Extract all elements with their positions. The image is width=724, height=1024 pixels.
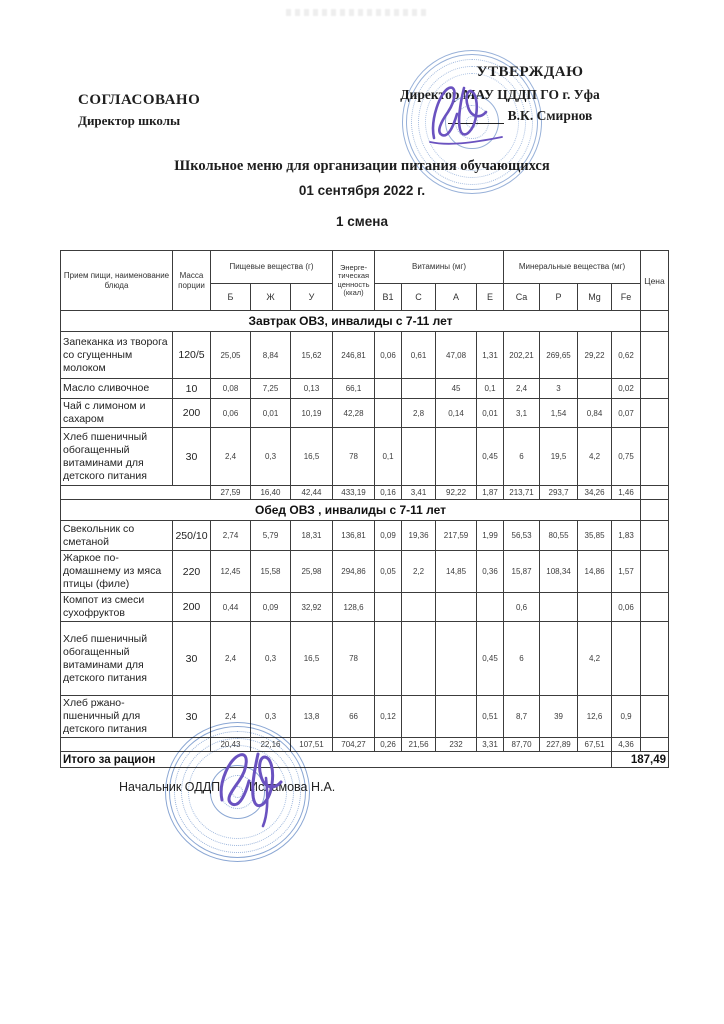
portion-mass: 200	[173, 399, 211, 428]
nutrient-value: 0,08	[211, 379, 251, 399]
col-price: Цена	[641, 251, 669, 311]
totals-value: 704,27	[333, 738, 375, 752]
nutrient-value: 2,4	[504, 379, 540, 399]
nutrient-value: 2,74	[211, 521, 251, 551]
dish-row	[61, 379, 669, 399]
portion-mass: 200	[173, 593, 211, 622]
price-cell	[641, 551, 669, 593]
nutrient-value	[540, 593, 578, 622]
nutrient-value: 78	[333, 622, 375, 696]
nutrient-value	[375, 593, 402, 622]
dish-name: Запеканка из творога со сгущенным молоком	[61, 332, 173, 379]
nutrient-value: 0,62	[612, 332, 641, 379]
grand-total-row	[61, 752, 669, 768]
grand-total-value: 187,49	[612, 752, 669, 768]
nutrient-value	[436, 428, 477, 486]
nutrient-value: 66	[333, 696, 375, 738]
grand-total-label: Итого за рацион	[61, 752, 612, 768]
nutrient-value: 294,86	[333, 551, 375, 593]
nutrient-value: 14,85	[436, 551, 477, 593]
dish-row	[61, 399, 669, 428]
dish-row	[61, 622, 669, 696]
nutrient-value	[375, 379, 402, 399]
document-title-block	[0, 158, 724, 229]
price-cell	[641, 738, 669, 752]
nutrient-value: 1,31	[477, 332, 504, 379]
price-cell	[641, 311, 669, 332]
totals-value: 67,51	[578, 738, 612, 752]
nutrient-value: 18,31	[291, 521, 333, 551]
totals-value: 232	[436, 738, 477, 752]
nutrient-value: 0,3	[251, 622, 291, 696]
nutrient-value: 2,4	[211, 622, 251, 696]
col-protein: Б	[211, 284, 251, 311]
section-header-row	[61, 311, 669, 332]
nutrient-value: 0,12	[375, 696, 402, 738]
portion-mass: 30	[173, 622, 211, 696]
totals-value: 433,19	[333, 486, 375, 500]
portion-mass: 120/5	[173, 332, 211, 379]
portion-mass: 220	[173, 551, 211, 593]
nutrient-value: 2,4	[211, 696, 251, 738]
nutrient-value: 0,02	[612, 379, 641, 399]
nutrient-value: 15,58	[251, 551, 291, 593]
nutrient-value: 45	[436, 379, 477, 399]
nutrient-value: 2,2	[402, 551, 436, 593]
section-title: Завтрак ОВЗ, инвалиды с 7-11 лет	[61, 311, 641, 332]
nutrient-value: 217,59	[436, 521, 477, 551]
nutrient-value: 2,4	[211, 428, 251, 486]
col-fat: Ж	[251, 284, 291, 311]
totals-value: 27,59	[211, 486, 251, 500]
nutrient-value: 78	[333, 428, 375, 486]
col-nutrients-group: Пищевые вещества (г)	[211, 251, 333, 284]
totals-value: 4,36	[612, 738, 641, 752]
totals-value: 1,87	[477, 486, 504, 500]
nutrient-value: 3	[540, 379, 578, 399]
agreed-block	[78, 92, 200, 129]
nutrient-value: 108,34	[540, 551, 578, 593]
header-group-row	[61, 251, 669, 284]
dish-name: Масло сливочное	[61, 379, 173, 399]
nutrient-value: 246,81	[333, 332, 375, 379]
nutrient-value	[436, 622, 477, 696]
approver-name: В.К. Смирнов	[507, 108, 593, 123]
nutrient-value	[402, 696, 436, 738]
totals-spacer	[61, 738, 211, 752]
nutrient-value: 0,01	[477, 399, 504, 428]
nutrient-value	[578, 593, 612, 622]
totals-value: 1,46	[612, 486, 641, 500]
col-phosphorus: P	[540, 284, 578, 311]
dish-row	[61, 696, 669, 738]
totals-value: 21,56	[402, 738, 436, 752]
totals-value: 20,43	[211, 738, 251, 752]
nutrient-value: 66,1	[333, 379, 375, 399]
totals-value: 107,51	[291, 738, 333, 752]
dish-name: Чай с лимоном и сахаром	[61, 399, 173, 428]
portion-mass: 30	[173, 696, 211, 738]
nutrient-value: 0,1	[375, 428, 402, 486]
nutrient-value: 3,1	[504, 399, 540, 428]
nutrient-value	[402, 622, 436, 696]
nutrient-value: 56,53	[504, 521, 540, 551]
menu-date: 01 сентября 2022 г.	[298, 183, 426, 198]
nutrient-value	[540, 622, 578, 696]
col-mass: Масса порции	[173, 251, 211, 311]
price-cell	[641, 428, 669, 486]
nutrient-value: 136,81	[333, 521, 375, 551]
nutrient-value: 0,44	[211, 593, 251, 622]
nutrient-value: 8,7	[504, 696, 540, 738]
nutrient-value: 5,79	[251, 521, 291, 551]
nutrient-value	[436, 593, 477, 622]
page-title: Школьное меню для организации питания обучающихся	[174, 158, 550, 174]
nutrient-value: 0,06	[612, 593, 641, 622]
col-iron: Fe	[612, 284, 641, 311]
nutrient-value: 13,8	[291, 696, 333, 738]
nutrient-value: 0,3	[251, 696, 291, 738]
nutrient-value: 1,83	[612, 521, 641, 551]
dish-row	[61, 332, 669, 379]
col-vitamin-b1: B1	[375, 284, 402, 311]
nutrient-value	[402, 428, 436, 486]
col-vitamin-c: C	[402, 284, 436, 311]
nutrient-value: 1,99	[477, 521, 504, 551]
nutrient-value	[375, 622, 402, 696]
nutrient-value	[436, 696, 477, 738]
nutrient-value	[402, 379, 436, 399]
section-totals-row	[61, 486, 669, 500]
nutrient-value: 0,14	[436, 399, 477, 428]
approved-title: УТВЕРЖДАЮ	[476, 64, 584, 80]
nutrient-value: 1,57	[612, 551, 641, 593]
nutrient-value: 0,75	[612, 428, 641, 486]
nutrient-value: 12,45	[211, 551, 251, 593]
nutrient-value: 42,28	[333, 399, 375, 428]
dish-row	[61, 593, 669, 622]
nutrient-value: 4,2	[578, 428, 612, 486]
nutrient-value: 47,08	[436, 332, 477, 379]
nutrient-value: 0,07	[612, 399, 641, 428]
nutrient-value: 0,09	[375, 521, 402, 551]
nutrient-value	[402, 593, 436, 622]
totals-value: 0,26	[375, 738, 402, 752]
dish-row	[61, 551, 669, 593]
dish-name: Жаркое по-домашнему из мяса птицы (филе)	[61, 551, 173, 593]
col-minerals-group: Минеральные вещества (мг)	[504, 251, 641, 284]
col-calcium: Ca	[504, 284, 540, 311]
nutrient-value: 0,51	[477, 696, 504, 738]
agreed-subtitle: Директор школы	[78, 113, 181, 128]
nutrient-value: 1,54	[540, 399, 578, 428]
col-meal: Прием пищи, наименование блюда	[61, 251, 173, 311]
totals-value: 293,7	[540, 486, 578, 500]
col-energy: Энерге-тическая ценность (ккал)	[333, 251, 375, 311]
nutrient-value: 0,6	[504, 593, 540, 622]
nutrient-value: 80,55	[540, 521, 578, 551]
nutrient-value: 0,13	[291, 379, 333, 399]
totals-value: 92,22	[436, 486, 477, 500]
totals-value: 3,31	[477, 738, 504, 752]
nutrient-value: 8,84	[251, 332, 291, 379]
dish-name: Хлеб ржано-пшеничный для детского питания	[61, 696, 173, 738]
agreed-title: СОГЛАСОВАНО	[78, 92, 201, 108]
totals-value: 34,26	[578, 486, 612, 500]
nutrient-value: 0,9	[612, 696, 641, 738]
nutrient-value: 6	[504, 428, 540, 486]
totals-value: 227,89	[540, 738, 578, 752]
price-cell	[641, 593, 669, 622]
section-title: Обед ОВЗ , инвалиды с 7-11 лет	[61, 500, 641, 521]
nutrient-value	[477, 593, 504, 622]
nutrient-value	[612, 622, 641, 696]
nutrient-value: 269,65	[540, 332, 578, 379]
nutrient-value: 16,5	[291, 622, 333, 696]
totals-spacer	[61, 486, 211, 500]
nutrient-value: 14,86	[578, 551, 612, 593]
totals-value: 87,70	[504, 738, 540, 752]
portion-mass: 10	[173, 379, 211, 399]
price-cell	[641, 521, 669, 551]
nutrient-value: 0,1	[477, 379, 504, 399]
dish-name: Хлеб пшеничный обогащенный витаминами для детского питания	[61, 622, 173, 696]
nutrient-value: 19,5	[540, 428, 578, 486]
totals-value: 42,44	[291, 486, 333, 500]
nutrient-value: 10,19	[291, 399, 333, 428]
nutrient-value: 0,06	[375, 332, 402, 379]
nutrient-value: 2,8	[402, 399, 436, 428]
col-vitamin-e: Е	[477, 284, 504, 311]
menu-table	[60, 250, 669, 768]
price-cell	[641, 332, 669, 379]
nutrient-value	[375, 399, 402, 428]
nutrient-value: 7,25	[251, 379, 291, 399]
nutrient-value: 15,87	[504, 551, 540, 593]
totals-value: 16,40	[251, 486, 291, 500]
faint-scan-artifact	[286, 9, 426, 16]
price-cell	[641, 696, 669, 738]
col-magnesium: Mg	[578, 284, 612, 311]
nutrient-value: 0,01	[251, 399, 291, 428]
nutrient-value: 12,6	[578, 696, 612, 738]
signer-name: Исламова Н.А.	[249, 780, 336, 794]
nutrient-value: 0,45	[477, 622, 504, 696]
nutrient-value: 32,92	[291, 593, 333, 622]
nutrient-value: 19,36	[402, 521, 436, 551]
totals-value: 22,16	[251, 738, 291, 752]
price-cell	[641, 486, 669, 500]
signer-position: Начальник ОДДП	[119, 780, 221, 794]
nutrient-value: 202,21	[504, 332, 540, 379]
dish-row	[61, 521, 669, 551]
nutrient-value: 0,09	[251, 593, 291, 622]
signature-line	[448, 111, 504, 124]
nutrient-value: 25,05	[211, 332, 251, 379]
portion-mass: 30	[173, 428, 211, 486]
nutrient-value: 15,62	[291, 332, 333, 379]
nutrient-value: 39	[540, 696, 578, 738]
price-cell	[641, 622, 669, 696]
approved-block	[372, 64, 628, 124]
dish-row	[61, 428, 669, 486]
section-totals-row	[61, 738, 669, 752]
dish-name: Свекольник со сметаной	[61, 521, 173, 551]
approved-subtitle: Директор МАУ ЦДДП ГО г. Уфа	[400, 87, 600, 102]
nutrient-value: 25,98	[291, 551, 333, 593]
col-vitamin-a: А	[436, 284, 477, 311]
nutrient-value: 4,2	[578, 622, 612, 696]
nutrient-value: 0,45	[477, 428, 504, 486]
nutrient-value: 0,3	[251, 428, 291, 486]
price-cell	[641, 500, 669, 521]
nutrient-value: 0,61	[402, 332, 436, 379]
price-cell	[641, 399, 669, 428]
dish-name: Компот из смеси сухофруктов	[61, 593, 173, 622]
portion-mass: 250/10	[173, 521, 211, 551]
totals-value: 3,41	[402, 486, 436, 500]
nutrient-value: 0,06	[211, 399, 251, 428]
totals-value: 0,16	[375, 486, 402, 500]
nutrient-value: 0,36	[477, 551, 504, 593]
nutrient-value: 35,85	[578, 521, 612, 551]
price-cell	[641, 379, 669, 399]
nutrient-value: 29,22	[578, 332, 612, 379]
totals-value: 213,71	[504, 486, 540, 500]
menu-table-body	[61, 311, 669, 752]
nutrient-value: 0,84	[578, 399, 612, 428]
nutrient-value: 16,5	[291, 428, 333, 486]
nutrient-value: 128,6	[333, 593, 375, 622]
col-carbs: У	[291, 284, 333, 311]
col-vitamins-group: Витамины (мг)	[375, 251, 504, 284]
nutrient-value	[578, 379, 612, 399]
dish-name: Хлеб пшеничный обогащенный витаминами для детского питания	[61, 428, 173, 486]
shift-label: 1 смена	[336, 214, 388, 229]
nutrient-value: 0,05	[375, 551, 402, 593]
nutrient-value: 6	[504, 622, 540, 696]
section-header-row	[61, 500, 669, 521]
